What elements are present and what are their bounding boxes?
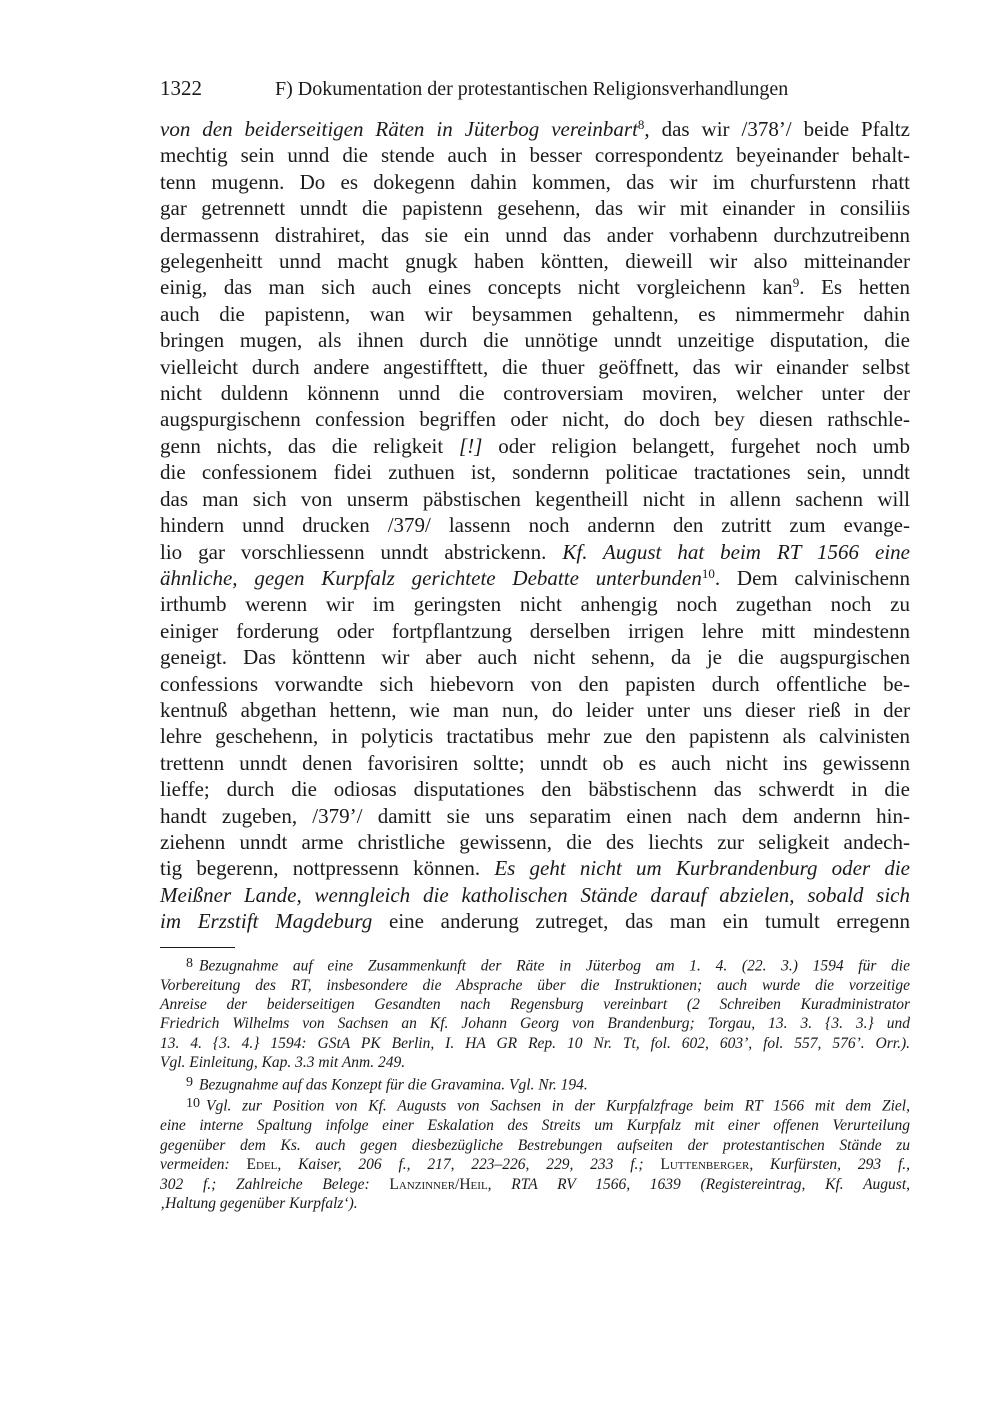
footnotes [160, 954, 910, 1214]
text-line [160, 512, 910, 538]
italic-text: Meißner Lande, wenngleich die katholischen Stände darauf abzielen, sobald sich [160, 882, 910, 907]
text-line [160, 644, 910, 670]
text-line [160, 618, 910, 644]
text-run: 13. 4. {3. 4.} 1594: GStA PK Berlin, I. HA GR Rep. 10 Nr. Tt, fol. 602, 603’, fol. 557, 576’. Orr.). [160, 1034, 910, 1052]
footnote-line [160, 1094, 910, 1116]
text-line [160, 829, 910, 855]
italic-text: im Erzstift Magdeburg [160, 909, 373, 934]
text-run: confessions vorwandte sich hiebevorn von den papisten durch offentliche be- [160, 671, 910, 696]
footnote-number: 8 [186, 955, 193, 971]
text-run: lieffe; durch die odiosas disputationes den bäbstischenn das schwerdt in die [160, 777, 910, 802]
text-line [160, 855, 910, 881]
text-line [160, 354, 910, 380]
author-name: Edel [246, 1156, 278, 1174]
text-run: genn nichts, das die religkeit [160, 433, 460, 458]
text-run: , das wir /378’/ beide Pfaltz [644, 117, 910, 141]
text-run: trettenn unndt denen favorisiren soltte; unndt ob es auch nicht ins gewissenn [160, 750, 910, 775]
text-run: oder religion belangett, furgehet noch umb [482, 433, 910, 458]
footnote-8 [160, 954, 910, 1073]
text-run: die confessionem fidei zuthuen ist, sondernn politicae tractationes sein, unndt [160, 460, 910, 485]
text-run: augspurgischenn confession begriffen oder nicht, do doch bey diesen rathschle- [160, 407, 910, 432]
running-title: F) Dokumentation der protestantischen Religionsverhandlungen [275, 78, 789, 100]
main-text [160, 116, 910, 935]
footnote-line [160, 1155, 910, 1174]
text-line [160, 142, 910, 168]
text-run: bringen mugen, als ihnen durch die unnötige unndt unzeitige disputation, die [160, 328, 910, 353]
author-name: Luttenberger [660, 1156, 750, 1174]
footnote-reference[interactable]: 8 [637, 116, 645, 132]
text-run: irthumb werenn wir im geringsten nicht anhengig noch zugethan noch zu [160, 592, 910, 617]
running-header [160, 76, 910, 106]
text-run: einig, das man sich auch eines concepts nicht vorgleichenn kan [160, 275, 793, 300]
text-line [160, 723, 910, 749]
italic-text: von den beiderseitigen Räten in Jüterbog vereinbart [160, 117, 638, 141]
text-run: 302 f.; Zahlreiche Belege: [160, 1175, 390, 1193]
text-run: gar getrennett unndt die papistenn gesehenn, das wir mit einander in consiliis [160, 196, 910, 221]
text-run: lio gar vorschliessenn unndt abstrickenn. [160, 539, 563, 564]
text-run: tig begerenn, nottpressenn können. [160, 856, 495, 881]
text-run: . Dem calvinischenn [714, 565, 911, 590]
footnote-separator [160, 947, 235, 948]
footnote-line [160, 1136, 910, 1155]
footnote-line [160, 1053, 910, 1072]
text-run: Vorbereitung des RT, insbesondere die Absprache über die Instruktionen; auch wurde die vorzeitige [160, 976, 910, 994]
text-run: Vgl. zur Position von Kf. Augusts von Sachsen in der Kurpfalzfrage beim RT 1566 mit dem Ziel, [206, 1097, 910, 1115]
footnote-line [160, 1034, 910, 1053]
document-page [160, 76, 910, 1213]
text-line [160, 750, 910, 776]
text-run: geneigt. Das könttenn wir aber auch nicht sehenn, da je die augspurgischen [160, 645, 910, 670]
author-name: Lanzinner/Heil [389, 1175, 488, 1193]
text-line [160, 248, 910, 274]
text-line [160, 803, 910, 829]
text-run: eine anderung zutreget, das man ein tumult erregenn [372, 909, 910, 934]
text-run: Anreise der beiderseitigen Gesandten nach Regensburg vereinbart (2 Schreiben Kuradministrator [160, 995, 910, 1013]
footnote-line [160, 1073, 910, 1095]
text-line [160, 908, 910, 934]
footnote-9 [160, 1073, 910, 1095]
italic-text: Es geht nicht um Kurbrandenburg oder die [494, 856, 910, 881]
text-line [160, 697, 910, 723]
text-run: , RTA RV 1566, 1639 (Registereintrag, Kf. August, [487, 1175, 910, 1193]
footnote-reference[interactable]: 9 [792, 275, 800, 291]
text-line [160, 565, 910, 591]
text-run: das man sich von unserm päbstischen kegentheill nicht in allenn sachenn will [160, 486, 910, 511]
footnote-number: 9 [186, 1074, 193, 1090]
text-run: , Kurfürsten, 293 f., [749, 1156, 910, 1174]
footnote-line [160, 995, 910, 1014]
text-run: tenn mugenn. Do es dokegenn dahin kommen, das wir im churfurstenn rhatt [160, 169, 910, 194]
text-line [160, 274, 910, 300]
text-run: vermeiden: [160, 1156, 247, 1174]
text-line [160, 195, 910, 221]
text-line [160, 327, 910, 353]
text-line [160, 380, 910, 406]
footnote-line [160, 1175, 910, 1194]
text-run: auch die papistenn, wan wir beysammen gehaltenn, es nimmermehr dahin [160, 301, 910, 326]
footnote-line [160, 976, 910, 995]
text-line [160, 671, 910, 697]
footnote-10 [160, 1094, 910, 1213]
text-run: vielleicht durch andere angestifftett, die thuer geöffnett, das wir einander selbst [160, 354, 910, 379]
text-line [160, 222, 910, 248]
footnote-line [160, 954, 910, 976]
footnote-line [160, 1116, 910, 1135]
text-run: eine interne Spaltung infolge einer Eskalation des Streits um Kurpfalz mit einer offenen Verurteilung [160, 1117, 910, 1135]
text-line [160, 406, 910, 432]
text-run: Friedrich Wilhelms von Sachsen an Kf. Johann Georg von Brandenburg; Torgau, 13. 3. {3. 3.} und [160, 1015, 910, 1033]
text-line [160, 776, 910, 802]
text-line [160, 459, 910, 485]
italic-text: ähnliche, gegen Kurpfalz gerichtete Debatte unterbunden [160, 565, 702, 590]
text-run: einiger forderung oder fortpflantzung derselben irrigen lehre mitt mindestenn [160, 618, 910, 643]
text-line [160, 591, 910, 617]
text-line [160, 433, 910, 459]
text-run: lehre geschehenn, in polyticis tractatibus mehr zue den papistenn als calvinisten [160, 724, 910, 749]
text-line [160, 539, 910, 565]
text-line [160, 486, 910, 512]
text-line [160, 169, 910, 195]
text-run: nicht duldenn könnenn unnd die controversiam moviren, welcher unter der [160, 381, 910, 406]
text-run: ziehenn unndt arme christliche gewissenn, die des liechts zur seligkeit andech- [160, 829, 910, 854]
text-run: hindern unnd drucken /379/ lassenn noch andernn den zutritt zum evange- [160, 513, 910, 538]
footnote-line [160, 1014, 910, 1033]
text-run: . Es hetten [799, 275, 911, 300]
text-run: dermassenn distrahiret, das sie ein unnd das ander vorhabenn durchzutreibenn [160, 222, 910, 247]
text-line [160, 882, 910, 908]
footnote-number: 10 [186, 1096, 200, 1112]
text-run: gelegenheitt unnd macht gnugk haben köntten, dieweill wir also mitteinander [160, 249, 910, 274]
text-run: ‚Haltung gegenüber Kurpfalz‘). [160, 1194, 358, 1212]
text-run: , Kaiser, 206 f., 217, 223–226, 229, 233 f.; [277, 1156, 661, 1174]
text-run: Bezugnahme auf eine Zusammenkunft der Räte in Jüterbog am 1. 4. (22. 3.) 1594 für die [199, 957, 910, 975]
text-run: kentnuß abgethan hettenn, wie man nun, do leider unter uns dieser rieß in der [160, 697, 910, 722]
text-run: handt zugeben, /379’/ damitt sie uns separatim einen nach dem andernn hin- [160, 803, 910, 828]
italic-text: Kf. August hat beim RT 1566 eine [562, 539, 910, 564]
text-run: Vgl. Einleitung, Kap. 3.3 mit Anm. 249. [160, 1054, 406, 1072]
text-line [160, 116, 910, 142]
footnote-reference[interactable]: 10 [701, 565, 715, 581]
page-number: 1322 [160, 76, 202, 100]
text-run: Bezugnahme auf das Konzept für die Gravamina. Vgl. Nr. 194. [199, 1076, 588, 1094]
footnote-line [160, 1194, 910, 1213]
text-run: gegenüber dem Ks. auch gegen diesbezügliche Bestrebungen aufseiten der protestantischen Stände zu [160, 1136, 910, 1154]
italic-text: [!] [459, 433, 483, 458]
text-line [160, 301, 910, 327]
text-run: mechtig sein unnd die stende auch in besser correspondentz beyeinander behalt- [160, 143, 910, 168]
